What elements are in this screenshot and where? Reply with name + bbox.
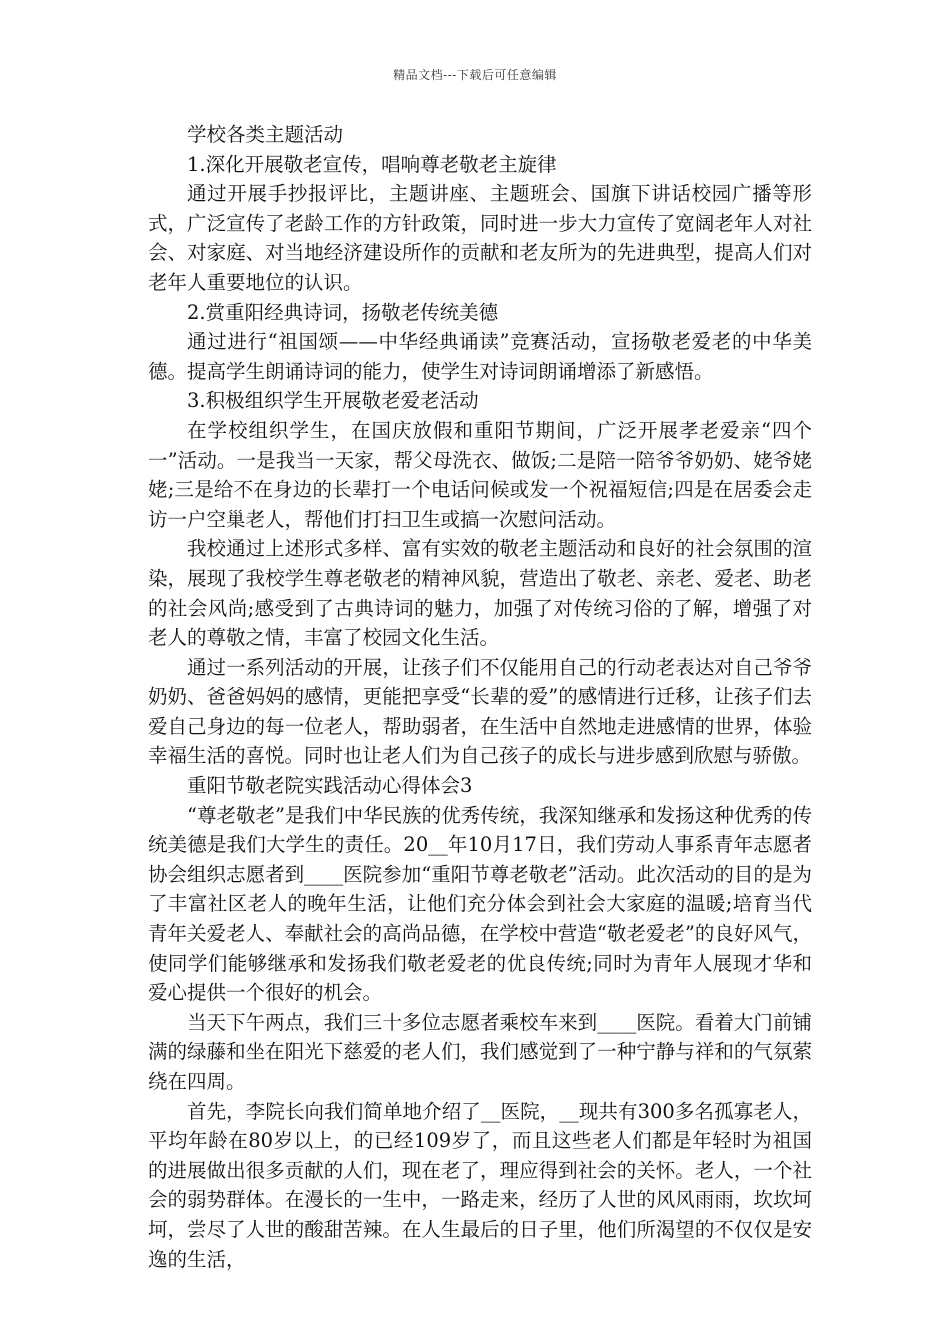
section-heading-3: 3.积极组织学生开展敬老爱老活动 [187,389,479,413]
document-body [148,120,812,1274]
paragraph: 通过进行“祖国颂——中华经典诵读”竞赛活动，宣扬敬老爱老的中华美德。提高学生朗诵诗词的能力，使学生对诗词朗诵增添了新感悟。 [148,330,812,383]
paragraph: 我校通过上述形式多样、富有实效的敬老主题活动和良好的社会氛围的渲染，展现了我校学生尊老敬老的精神风貌，营造出了敬老、亲老、爱老、助老的社会风尚;感受到了古典诗词的魅力，加强了对传统习俗的了解，增强了对老人的尊敬之情，丰富了校园文化生活。 [148,537,812,650]
section-title: 学校各类主题活动 [187,123,344,146]
page-header: 精品文档---下载后可任意编辑 [393,68,557,82]
paragraph: 通过开展手抄报评比，主题讲座、主题班会、国旗下讲话校园广播等形式，广泛宣传了老龄工作的方针政策，同时进一步大力宣传了宽阔老年人对社会、对家庭、对当地经济建设所作的贡献和老友所为的先进典型，提高人们对老年人重要地位的认识。 [148,182,812,294]
paragraph: 首先，李院长向我们简单地介绍了__医院，__现共有300多名孤寡老人，平均年龄在80岁以上，的已经109岁了，而且这些老人们都是年轻时为祖国的进展做出很多贡献的人们，现在老了，理应得到社会的关怀。老人，一个社会的弱势群体。在漫长的一生中，一路走来，经历了人世的风风雨雨，坎坎坷坷，尝尽了人世的酸甜苦辣。在人生最后的日子里，他们所渴望的不仅仅是安逸的生活， [148,1099,812,1271]
paragraph: “尊老敬老”是我们中华民族的优秀传统，我深知继承和发扬这种优秀的传统美德是我们大学生的责任。20__年10月17日，我们劳动人事系青年志愿者协会组织志愿者到____医院参加“重阳节尊老敬老”活动。此次活动的目的是为了丰富社区老人的晚年生活，让他们充分体会到社会大家庭的温暖;培育当代青年关爱老人、奉献社会的高尚品德，在学校中营造“敬老爱老”的良好风气，使同学们能够继承和发扬我们敬老爱老的优良传统;同时为青年人展现才华和爱心提供一个很好的机会。 [148,803,812,1005]
article-title: 重阳节敬老院实践活动心得体会3 [187,774,473,798]
section-heading-1: 1.深化开展敬老宣传，唱响尊老敬老主旋律 [187,152,557,176]
paragraph: 当天下午两点，我们三十多位志愿者乘校车来到____医院。看着大门前铺满的绿藤和坐在阳光下慈爱的老人们，我们感觉到了一种宁静与祥和的气氛萦绕在四周。 [148,1010,812,1093]
paragraph: 通过一系列活动的开展，让孩子们不仅能用自己的行动老表达对自己爷爷奶奶、爸爸妈妈的感情，更能把享受“长辈的爱”的感情进行迁移，让孩子们去爱自己身边的每一位老人，帮助弱者，在生活中自然地走进感情的世界，体验幸福生活的喜悦。同时也让老人们为自己孩子的成长与进步感到欣慰与骄傲。 [148,655,812,768]
paragraph: 在学校组织学生，在国庆放假和重阳节期间，广泛开展孝老爱亲“四个一”活动。一是我当一天家，帮父母洗衣、做饭;二是陪一陪爷爷奶奶、姥爷姥姥;三是给不在身边的长辈打一个电话问候或发一个祝福短信;四是在居委会走访一户空巢老人，帮他们打扫卫生或搞一次慰问活动。 [148,418,812,531]
section-heading-2: 2.赏重阳经典诗词，扬敬老传统美德 [187,300,499,324]
